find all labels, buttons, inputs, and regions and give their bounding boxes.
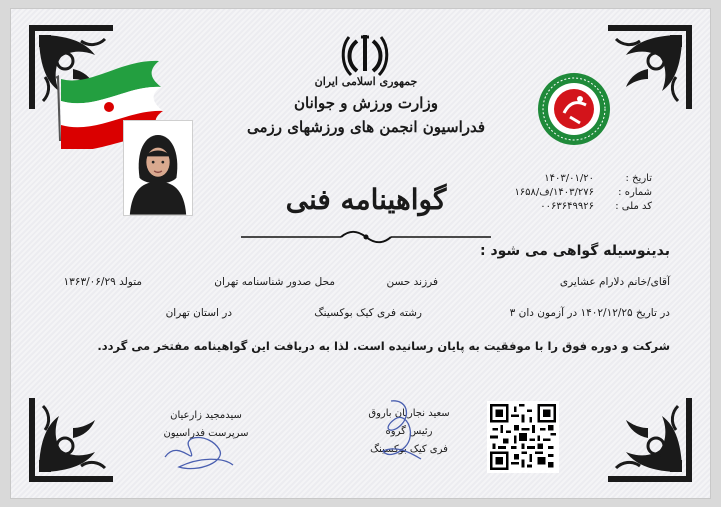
field-name: رشته فری کیک بوکسینگ (314, 307, 422, 319)
ministry-name: وزارت ورزش و جوانان (294, 94, 438, 112)
issuer-header (231, 75, 501, 136)
province: در استان تهران (165, 307, 232, 319)
date-label: تاریخ : (625, 173, 652, 184)
group-head-name: سعید نجاریان باروق (368, 408, 450, 419)
birth-date: متولد ۱۳۶۳/۰۶/۲۹ (63, 276, 142, 288)
signature-scribble (361, 395, 441, 465)
certificate-title: گواهینامه فنی (285, 183, 447, 216)
signature-scribble (159, 427, 239, 477)
certificate (10, 8, 711, 499)
meta-number (452, 186, 652, 200)
holder-name: آقای/خانم دلارام عشایری (559, 276, 670, 288)
corner-ornament (604, 394, 696, 486)
meta-national-id (452, 200, 652, 214)
qr-code[interactable] (487, 401, 559, 473)
corner-ornament (25, 394, 117, 486)
federation-name: فدراسیون انجمن های ورزشهای رزمی (246, 118, 486, 136)
certificate-meta (452, 172, 652, 214)
meta-date (452, 172, 652, 186)
holder-photo (123, 120, 193, 216)
title-divider (241, 229, 491, 243)
national-id-label: کد ملی : (615, 201, 652, 212)
completion-statement: شرکت و دوره فوق را با موفقیت به پایان رسانیده است. لذا به دریافت این گواهینامه مفتخر می گردد. (97, 339, 670, 353)
date-value: ۱۴۰۳/۰۱/۲۰ (544, 173, 594, 184)
federation-logo-icon (536, 71, 612, 147)
supervisor-role: سرپرست فدراسیون (163, 428, 249, 439)
number-value: ۱۴۰۳/۲۷۶/ف/۱۶۵۸ (514, 187, 594, 198)
supervisor-name: سیدمجید زارعیان (170, 410, 242, 421)
intro-text: بدینوسیله گواهی می شود : (479, 243, 670, 259)
exam-info: در تاریخ ۱۴۰۲/۱۲/۲۵ در آزمون دان ۳ (509, 307, 670, 319)
group-head-field: فری کیک بوکسینگ (370, 444, 448, 455)
corner-ornament (604, 21, 696, 113)
number-label: شماره : (618, 187, 652, 198)
iran-emblem-icon (339, 31, 391, 77)
issue-place: محل صدور شناسنامه تهران (214, 276, 335, 288)
group-head-role: رئیس گروه (385, 426, 433, 437)
national-id-value: ۰۰۶۳۶۴۹۹۲۶ (540, 201, 594, 212)
father-name: فرزند حسن (386, 276, 438, 288)
republic-name: جمهوری اسلامی ایران (314, 75, 418, 88)
